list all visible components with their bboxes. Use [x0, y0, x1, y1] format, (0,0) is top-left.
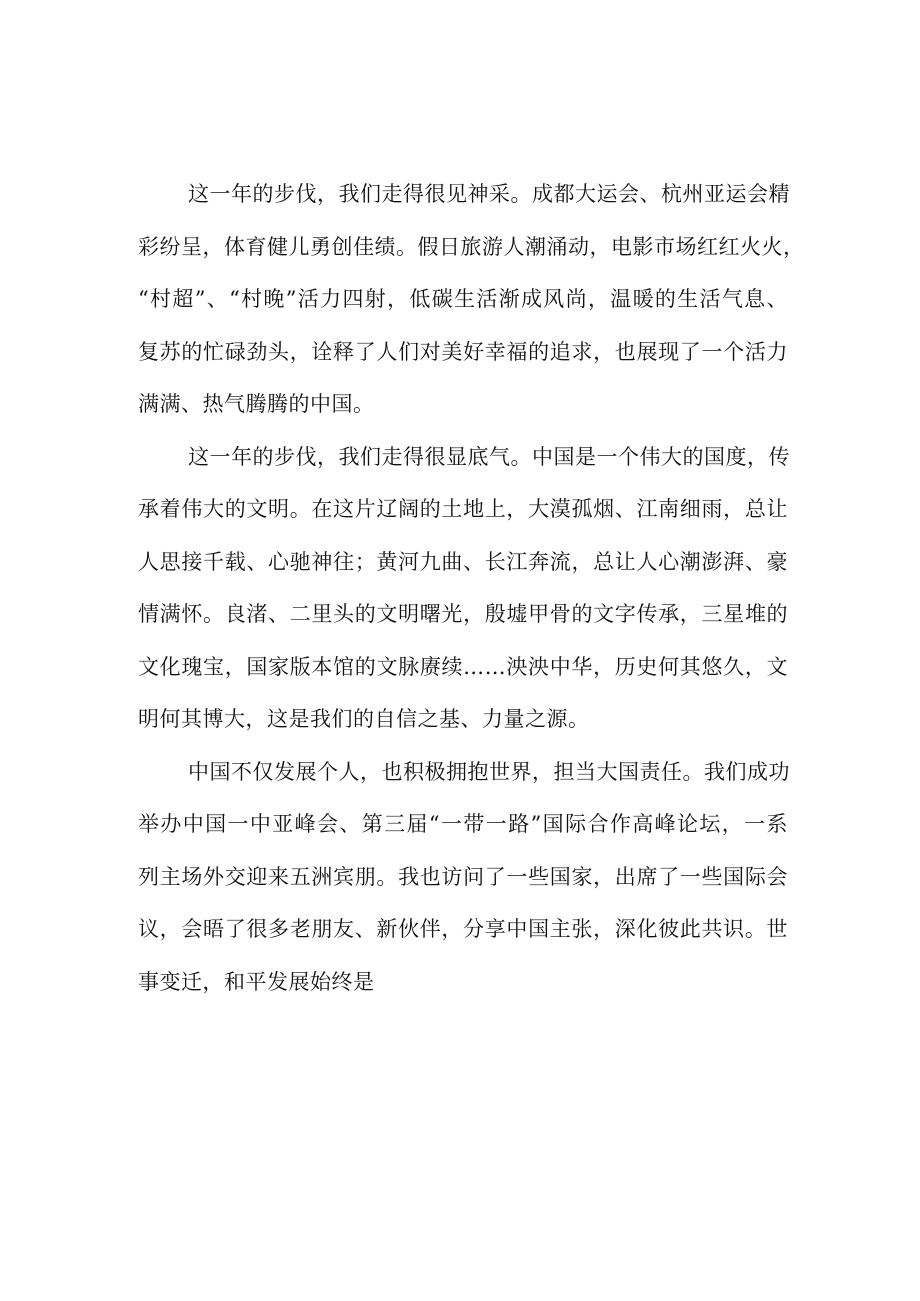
document-body — [138, 168, 805, 1008]
paragraph-line: 这一年的步伐，我们走得很见神采。成都大运会、杭州亚运会精 — [188, 182, 790, 206]
paragraph-line: 情满怀。良渚、二里头的文明曙光，殷墟甲骨的文字传承，三星堆的 — [138, 602, 788, 626]
paragraph-line: 议，会晤了很多老朋友、新伙伴，分享中国主张，深化彼此共识。世 — [138, 917, 788, 941]
paragraph-line: 人思接千载、心驰神往；黄河九曲、长江奔流，总让人心潮澎湃、豪 — [138, 549, 788, 574]
paragraph-line: 彩纷呈，体育健儿勇创佳绩。假日旅游人潮涌动，电影市场红红火火， — [138, 234, 805, 259]
paragraph-line: 举办中国一中亚峰会、第三届“一带一路”国际合作高峰论坛，一系 — [138, 812, 788, 836]
paragraph-1 — [138, 168, 805, 431]
paragraph-2 — [138, 431, 788, 746]
paragraph-line: 列主场外交迎来五洲宾朋。我也访问了一些国家，出席了一些国际会 — [138, 864, 788, 889]
paragraph-line: “村超”、“村晚”活力四射，低碳生活渐成风尚，温暖的生活气息、 — [138, 287, 788, 311]
paragraph-line: 文化瑰宝，国家版本馆的文脉赓续……泱泱中华，历史何其悠久，文 — [138, 654, 788, 679]
paragraph-line: 这一年的步伐，我们走得很显底气。中国是一个伟大的国度，传 — [188, 444, 790, 469]
paragraph-line: 明何其博大，这是我们的自信之基、力量之源。 — [138, 707, 590, 731]
paragraph-line: 中国不仅发展个人，也积极拥抱世界，担当大国责任。我们成功 — [188, 759, 790, 784]
paragraph-line: 事变迁，和平发展始终是 — [138, 969, 375, 994]
paragraph-line: 满满、热气腾腾的中国。 — [138, 392, 375, 416]
paragraph-3 — [138, 746, 788, 1009]
paragraph-line: 复苏的忙碌劲头，诠释了人们对美好幸福的追求，也展现了一个活力 — [138, 339, 788, 364]
paragraph-line: 承着伟大的文明。在这片辽阔的土地上，大漠孤烟、江南细雨，总让 — [138, 497, 788, 521]
